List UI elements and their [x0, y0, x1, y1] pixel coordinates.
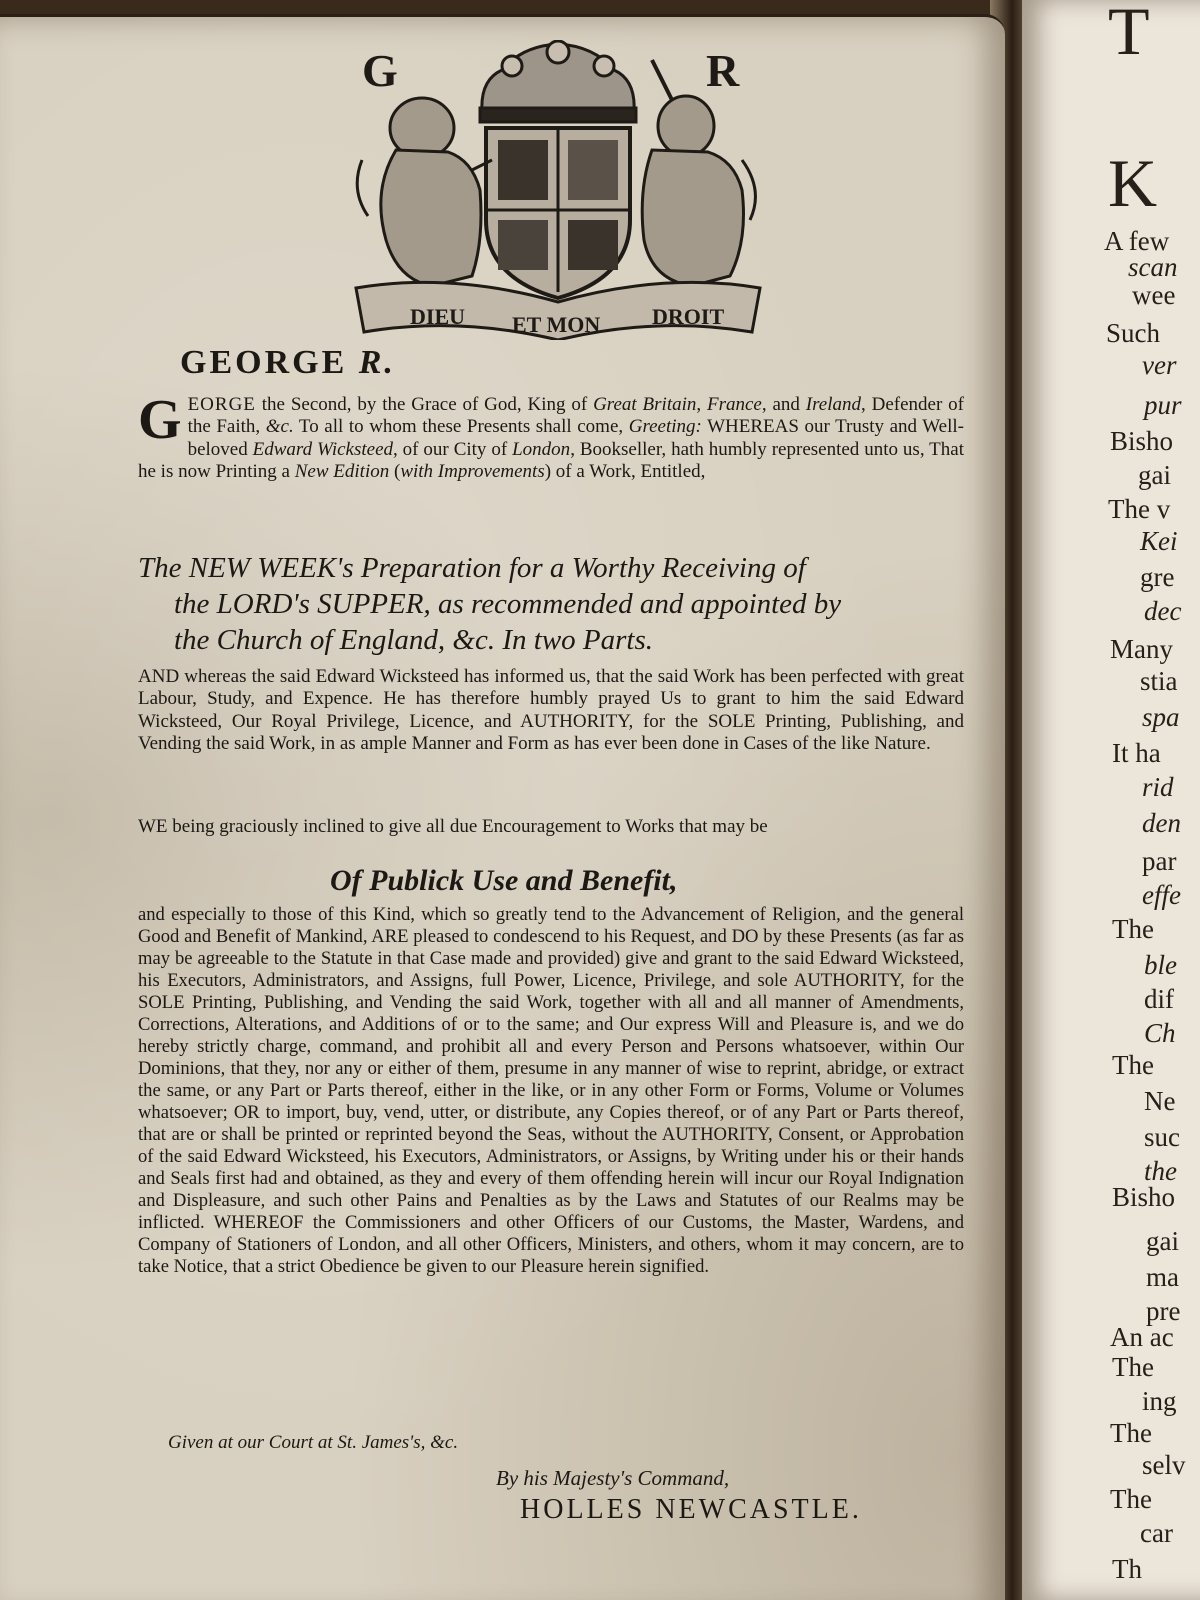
royal-cipher-g: G — [362, 45, 398, 96]
by-command: By his Majesty's Command, — [496, 1466, 730, 1490]
right-fragment: An ac — [1110, 1322, 1174, 1352]
right-fragment: gre — [1140, 562, 1175, 592]
right-fragment: Many — [1110, 634, 1173, 664]
right-fragment: Th — [1112, 1554, 1142, 1584]
right-fragment: The — [1112, 914, 1154, 944]
royal-coat-of-arms-icon — [352, 40, 764, 340]
right-fragment: den — [1142, 808, 1181, 838]
heading-name: GEORGE — [180, 344, 348, 381]
royal-heading — [180, 344, 396, 382]
right-fragment: effe — [1142, 880, 1181, 910]
motto-word: DROIT — [652, 304, 725, 329]
right-fragment: Kei — [1140, 526, 1178, 556]
work-title-line: the Church of England, &c. In two Parts. — [174, 624, 654, 656]
right-fragment: ver — [1142, 350, 1177, 380]
work-title-line: the LORD's SUPPER, as recommended and appointed by — [174, 588, 842, 620]
preamble-paragraph: GEORGE the Second, by the Grace of God, King of Great Britain, France, and Ireland, Defender of the Faith, &c. To all to whom these Presents shall come, Greeting: WHEREAS our Trusty and Well-beloved Edward Wicksteed, of our City of London, Bookseller, hath humbly represented unto us, That he is now Printing a New Edition (with Improvements) of a Work, Entitled, — [138, 389, 964, 483]
heading-initial: R. — [358, 344, 396, 381]
right-fragment: scan — [1128, 252, 1178, 282]
right-fragment: par — [1142, 846, 1177, 876]
given-at-court: Given at our Court at St. James's, &c. — [168, 1432, 459, 1453]
right-fragment: spa — [1142, 702, 1180, 732]
right-fragment: gai — [1146, 1226, 1179, 1256]
and-whereas-paragraph: AND whereas the said Edward Wicksteed has informed us, that the said Work has been perfected with great Labour, Study, and Expence. He has therefore humbly prayed Us to grant to him the said Edward Wicksteed, Our Royal Privilege, Licence, and AUTHORITY, for the SOLE Printing, Publishing, and Vending the said Work, in as ample Manner and Form as has ever been done in Cases of the like Nature. — [138, 666, 964, 755]
right-fragment: The v — [1108, 494, 1171, 524]
signature: HOLLES NEWCASTLE. — [520, 1494, 862, 1525]
right-fragment: ma — [1146, 1262, 1179, 1292]
royal-cipher-r: R — [706, 45, 740, 96]
right-fragment: ble — [1144, 950, 1177, 980]
right-fragment: The — [1110, 1418, 1152, 1448]
right-fragment: It ha — [1112, 738, 1161, 768]
right-fragment: pre — [1146, 1296, 1181, 1326]
right-fragment: dec — [1144, 596, 1182, 626]
right-page — [1022, 0, 1200, 1600]
motto-word: DIEU — [410, 304, 466, 329]
right-fragment: The — [1110, 1484, 1152, 1514]
right-fragment: Bisho — [1112, 1182, 1176, 1212]
publick-use-heading: Of Publick Use and Benefit, — [330, 864, 678, 897]
we-being-paragraph: WE being graciously inclined to give all due Encouragement to Works that may be — [138, 816, 768, 837]
right-fragment: Bisho — [1110, 426, 1174, 456]
right-fragment: the — [1144, 1156, 1177, 1186]
right-fragment: gai — [1138, 460, 1171, 490]
work-title — [138, 550, 964, 658]
right-fragment: pur — [1144, 390, 1182, 420]
work-title-line: The NEW WEEK's Preparation for a Worthy Receiving of — [138, 552, 806, 584]
right-fragment: ing — [1142, 1386, 1177, 1416]
main-grant-paragraph: and especially to those of this Kind, which so greatly tend to the Advancement of Religion, and the general Good and Benefit of Mankind, ARE pleased to condescend to his Request, and DO by these Presents (as far as may be agreeable to the Statute in that Case made and provided) give and grant to the said Edward Wicksteed, his Executors, Administrators, and Assigns, full Power, Licence, Privilege, and sole AUTHORITY, for the SOLE Printing, Publishing, and Vending the said Work, together with all and all manner of Amendments, Corrections, Alterations, and Additions of or to the same; and Our express Will and Pleasure is, and we do hereby strictly charge, command, and prohibit all and every Person and Persons whatsoever, within Our Dominions, that they, nor any or either of them, presume in any manner of wise to reprint, abridge, or extract the same, or any Part or Parts thereof, either in the like, or in any other Form or Forms, Volume or Volumes whatsoever; OR to import, buy, vend, utter, or distribute, any Copies thereof, or of any Part or Parts thereof, that are or shall be printed or reprinted beyond the Seas, without the AUTHORITY, Consent, or Approbation of the said Edward Wicksteed, his Executors, Administrators, or Assigns, by Writing under his or their hands and Seals first had and obtained, as they and every of them offending herein will incur our Royal Indignation and Displeasure, and such other Pains and Penalties as by the Laws and Statutes of our Realms may be inflicted. WHEREOF the Commissioners and other Officers of our Customs, the Master, Wardens, and Company of Stationers of London, and all other Officers, Ministers, and others, whom it may concern, are to take Notice, that a strict Obedience be given to our Pleasure herein signified. — [138, 904, 964, 1277]
right-fragment: Ch — [1144, 1018, 1176, 1048]
right-fragment: suc — [1144, 1122, 1180, 1152]
right-fragment: selv — [1142, 1450, 1186, 1480]
right-fragment: car — [1140, 1518, 1173, 1548]
right-fragment: A few — [1104, 226, 1170, 256]
right-fragment: wee — [1132, 280, 1176, 310]
drop-cap: G — [138, 389, 182, 451]
right-fragment: T — [1108, 0, 1150, 69]
right-fragment: The — [1112, 1050, 1154, 1080]
right-fragment: dif — [1144, 984, 1174, 1014]
right-fragment: The — [1112, 1352, 1154, 1382]
right-fragment: Ne — [1144, 1086, 1176, 1116]
right-fragment: K — [1108, 145, 1158, 221]
right-fragment: Such — [1106, 318, 1160, 348]
right-fragment: rid — [1142, 772, 1174, 802]
motto-word: ET MON — [512, 312, 601, 337]
right-fragment: stia — [1140, 666, 1178, 696]
